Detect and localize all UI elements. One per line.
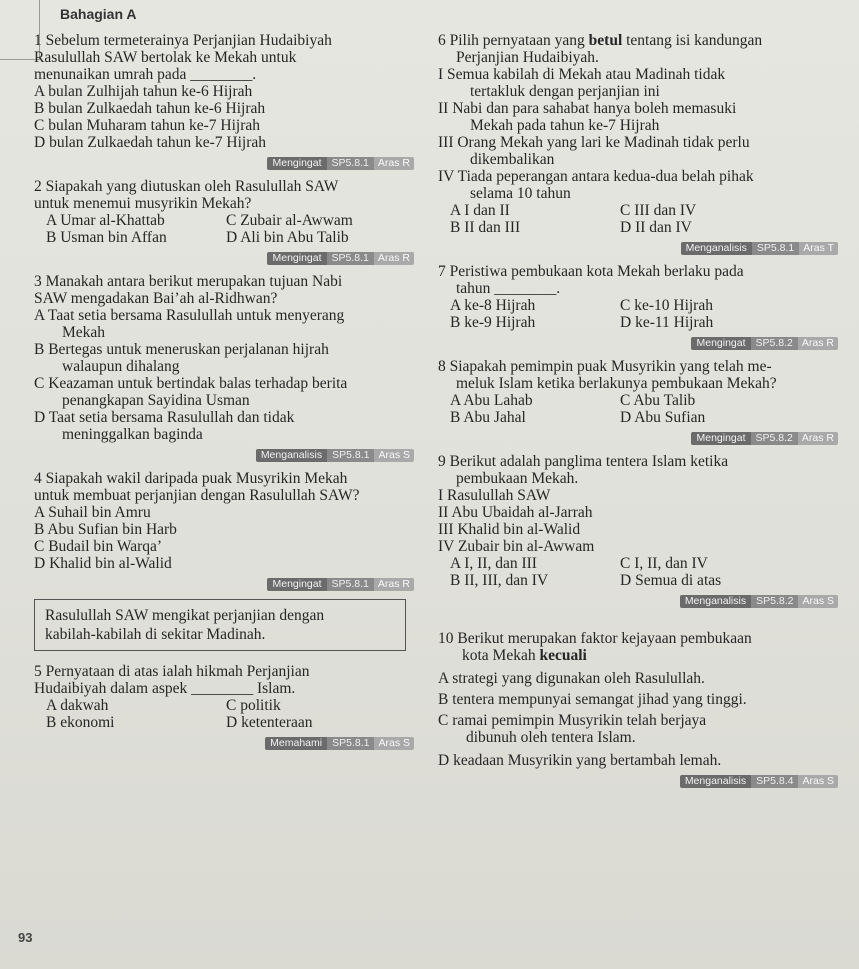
option-b[interactable]: B Abu Jahal (450, 409, 526, 426)
question-text: kota Mekah kecuali (462, 647, 587, 664)
statement-iii: III Khalid bin al-Walid (438, 521, 581, 538)
skill-badge: Menganalisis SP5.8.2 Aras S (438, 591, 838, 608)
option-d[interactable]: D Khalid bin al-Walid (34, 555, 172, 572)
question-5 (34, 663, 414, 750)
option-d[interactable]: D Taat setia bersama Rasulullah dan tidak (34, 409, 295, 426)
option-d[interactable]: D ke-11 Hijrah (620, 314, 714, 331)
statement-iii: III Orang Mekah yang lari ke Madinah tidak perlu (438, 134, 750, 151)
statement-i: I Semua kabilah di Mekah atau Madinah tidak (438, 66, 726, 83)
option-c[interactable]: C politik (226, 697, 281, 714)
right-column (438, 32, 838, 796)
question-text: 8 Siapakah pemimpin puak Musyrikin yang telah me- (438, 358, 772, 375)
question-text: 2 Siapakah yang diutuskan oleh Rasulullah SAW (34, 178, 339, 195)
skill-badge: Mengingat SP5.8.1 Aras R (34, 574, 414, 591)
question-text: meluk Islam ketika berlakunya pembukaan Mekah? (456, 375, 777, 392)
option-d[interactable]: D bulan Zulkaedah tahun ke-7 Hijrah (34, 134, 266, 151)
question-7 (438, 263, 838, 350)
question-4 (34, 470, 414, 591)
option-c[interactable]: C Budail bin Warqa’ (34, 538, 163, 555)
option-a[interactable]: A strategi yang digunakan oleh Rasulullah. (438, 670, 705, 687)
question-text: Perjanjian Hudaibiyah. (456, 49, 599, 66)
option-a[interactable]: A Umar al-Khattab (46, 212, 165, 229)
question-text: Hudaibiyah dalam aspek ________ Islam. (34, 680, 296, 697)
option-a-cont: Mekah (62, 324, 106, 341)
option-c[interactable]: C Abu Talib (620, 392, 696, 409)
option-a[interactable]: A ke-8 Hijrah (450, 297, 536, 314)
option-a[interactable]: A Abu Lahab (450, 392, 533, 409)
question-text: untuk membuat perjanjian dengan Rasulullah SAW? (34, 487, 360, 504)
option-b[interactable]: B bulan Zulkaedah tahun ke-6 Hijrah (34, 100, 266, 117)
left-column (34, 32, 414, 758)
option-c[interactable]: C ramai pemimpin Musyrikin telah berjaya (438, 712, 707, 729)
question-1 (34, 32, 414, 170)
question-text: Rasulullah SAW bertolak ke Mekah untuk (34, 49, 297, 66)
option-d[interactable]: D Abu Sufian (620, 409, 706, 426)
statement-iv: IV Tiada peperangan antara kedua-dua belah pihak (438, 168, 754, 185)
statement-iv: IV Zubair bin al-Awwam (438, 538, 595, 555)
skill-badge: Mengingat SP5.8.1 Aras R (34, 153, 414, 170)
skill-badge: Menganalisis SP5.8.4 Aras S (438, 771, 838, 788)
question-text: 5 Pernyataan di atas ialah hikmah Perjanjian (34, 663, 310, 680)
statement-ii-cont: Mekah pada tahun ke-7 Hijrah (470, 117, 660, 134)
option-a[interactable]: A bulan Zulhijah tahun ke-6 Hijrah (34, 83, 253, 100)
question-8 (438, 358, 838, 445)
option-c[interactable]: C Keazaman untuk bertindak balas terhadap berita (34, 375, 348, 392)
question-text: 9 Berikut adalah panglima tentera Islam ketika (438, 453, 729, 470)
option-d[interactable]: D keadaan Musyrikin yang bertambah lemah. (438, 752, 722, 769)
statement-iii-cont: dikembalikan (470, 151, 555, 168)
question-text: 7 Peristiwa pembukaan kota Mekah berlaku pada (438, 263, 744, 280)
option-a[interactable]: A Suhail bin Amru (34, 504, 151, 521)
option-d[interactable]: D ketenteraan (226, 714, 313, 731)
option-a[interactable]: A I dan II (450, 202, 510, 219)
question-text: SAW mengadakan Bai’ah al-Ridhwan? (34, 290, 278, 307)
stimulus-text: Rasulullah SAW mengikat perjanjian dengan (45, 607, 325, 624)
statement-ii: II Abu Ubaidah al-Jarrah (438, 504, 593, 521)
statement-iv-cont: selama 10 tahun (470, 185, 571, 202)
statement-ii: II Nabi dan para sahabat hanya boleh memasuki (438, 100, 737, 117)
question-text: 6 Pilih pernyataan yang betul tentang isi kandungan (438, 32, 763, 49)
question-text: tahun ________. (456, 280, 561, 297)
option-b[interactable]: B II dan III (450, 219, 521, 236)
question-2 (34, 178, 414, 265)
statement-i-cont: tertakluk dengan perjanjian ini (470, 83, 660, 100)
option-a[interactable]: A Taat setia bersama Rasulullah untuk menyerang (34, 307, 345, 324)
option-c[interactable]: C I, II, dan IV (620, 555, 708, 572)
question-9 (438, 453, 838, 608)
option-b[interactable]: B ke-9 Hijrah (450, 314, 536, 331)
option-a[interactable]: A I, II, dan III (450, 555, 537, 572)
skill-badge: Mengingat SP5.8.2 Aras R (438, 333, 838, 350)
question-text: 10 Berikut merupakan faktor kejayaan pembukaan (438, 630, 752, 647)
question-3 (34, 273, 414, 462)
question-text: 4 Siapakah wakil daripada puak Musyrikin Mekah (34, 470, 348, 487)
question-6 (438, 32, 838, 255)
question-text: untuk menemui musyrikin Mekah? (34, 195, 252, 212)
option-d[interactable]: D Semua di atas (620, 572, 722, 589)
option-b-cont: walaupun dihalang (62, 358, 180, 375)
option-c[interactable]: C ke-10 Hijrah (620, 297, 713, 314)
option-d-cont: meninggalkan baginda (62, 426, 203, 443)
skill-badge: Mengingat SP5.8.2 Aras R (438, 428, 838, 445)
question-text: 3 Manakah antara berikut merupakan tujuan Nabi (34, 273, 343, 290)
stimulus-box (34, 599, 406, 651)
option-d[interactable]: D Ali bin Abu Talib (226, 229, 349, 246)
option-a[interactable]: A dakwah (46, 697, 109, 714)
option-c[interactable]: C Zubair al-Awwam (226, 212, 353, 229)
statement-i: I Rasulullah SAW (438, 487, 551, 504)
option-b[interactable]: B Bertegas untuk meneruskan perjalanan hijrah (34, 341, 329, 358)
option-c-cont: penangkapan Sayidina Usman (62, 392, 250, 409)
skill-badge: Menganalisis SP5.8.1 Aras T (438, 238, 838, 255)
option-b[interactable]: B ekonomi (46, 714, 115, 731)
option-b[interactable]: B tentera mempunyai semangat jihad yang tinggi. (438, 691, 747, 708)
section-title: Bahagian A (60, 6, 137, 22)
option-d[interactable]: D II dan IV (620, 219, 692, 236)
skill-badge: Memahami SP5.8.1 Aras S (34, 733, 414, 750)
skill-badge: Mengingat SP5.8.1 Aras R (34, 248, 414, 265)
question-text: 1 Sebelum termeterainya Perjanjian Hudaibiyah (34, 32, 332, 49)
option-b[interactable]: B Usman bin Affan (46, 229, 167, 246)
option-c[interactable]: C III dan IV (620, 202, 697, 219)
option-c-cont: dibunuh oleh tentera Islam. (466, 729, 636, 746)
option-c[interactable]: C bulan Muharam tahun ke-7 Hijrah (34, 117, 260, 134)
question-text: pembukaan Mekah. (456, 470, 579, 487)
page-number: 93 (18, 930, 33, 945)
question-text: menunaikan umrah pada ________. (34, 66, 257, 83)
skill-badge: Menganalisis SP5.8.1 Aras S (34, 445, 414, 462)
question-10 (438, 630, 838, 788)
option-b[interactable]: B Abu Sufian bin Harb (34, 521, 177, 538)
stimulus-text: kabilah-kabilah di sekitar Madinah. (45, 626, 266, 643)
option-b[interactable]: B II, III, dan IV (450, 572, 549, 589)
